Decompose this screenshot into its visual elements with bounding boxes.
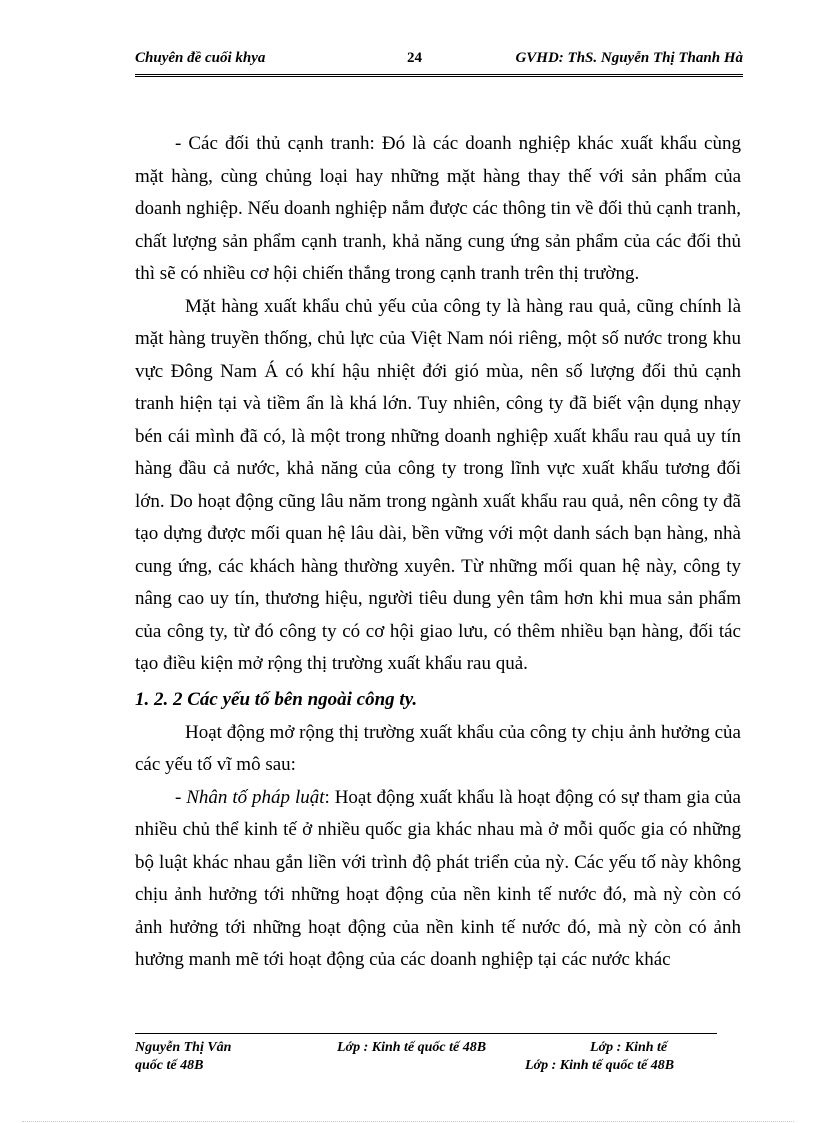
footer-class-2: Lớp : Kinh tế — [590, 1040, 668, 1055]
page-header — [135, 48, 743, 77]
footer-class-1: Lớp : Kinh tế quốc tế 48B — [337, 1040, 487, 1055]
footer-author: Nguyễn Thị Vân — [135, 1040, 232, 1055]
section-heading: 1. 2. 2 Các yếu tố bên ngoài công ty. — [135, 688, 418, 710]
footer-class-3: Lớp : Kinh tế quốc tế 48B — [525, 1058, 675, 1073]
header-title: Chuyên đề cuối khya — [135, 50, 266, 66]
paragraph-legal-factor — [135, 782, 741, 977]
paragraph-macro-factors: Hoạt động mở rộng thị trường xuất khẩu của công ty chịu ảnh hưởng của các yếu tố vĩ mô sau: — [135, 721, 741, 775]
footer-class-2-cont: quốc tế 48B — [135, 1058, 204, 1073]
legal-factor-label: - Nhân tố pháp luật — [175, 786, 325, 808]
legal-factor-text: : Hoạt động xuất khẩu là hoạt động có sự tham gia của nhiều chủ thể kinh tế ở nhiều quốc gia khác nhau mà ở mỗi quốc gia có những bộ luật khác nhau gắn liền với trình độ phát triển của nỳ. Các yếu tố này không chịu ảnh hưởng tới những hoạt động của nền kinh tế nước đó, mà nỳ còn có ảnh hưởng tới những hoạt động của nền kinh tế nước đó, mà nỳ còn có ảnh hưởng manh mẽ tới hoạt động của các doanh nghiệp tại các nước khác — [135, 786, 741, 970]
paragraph-products: Mặt hàng xuất khẩu chủ yếu của công ty là hàng rau quả, cũng chính là mặt hàng truyền thống, chủ lực của Việt Nam nói riêng, một số nước trong khu vực Đông Nam Á có khí hậu nhiệt đới gió mùa, nên số lượng đối thủ cạnh tranh hiện tại và tiềm ẩn là khá lớn. Tuy nhiên, công ty đã biết vận dụng nhạy bén cái mình đã có, là một trong những doanh nghiệp xuất khẩu rau quả uy tín hàng đầu cả nước, khả năng của công ty trong lĩnh vực xuất khẩu tương đối lớn. Do hoạt động cũng lâu năm trong ngành xuất khẩu rau quả, nên công ty đã tạo dựng được mối quan hệ lâu dài, bền vững với một danh sách bạn hàng, nhà cung ứng, các khách hàng thường xuyên. Từ những mối quan hệ này, công ty nâng cao uy tín, thương hiệu, người tiêu dung yên tâm hơn khi mua sản phẩm của công ty, từ đó công ty có cơ hội giao lưu, có thêm nhiều bạn hàng, đối tác tạo điều kiện mở rộng thị trường xuất khẩu rau quả. — [135, 295, 741, 674]
paragraph-competitors: - Các đối thủ cạnh tranh: Đó là các doanh nghiệp khác xuất khẩu cùng mặt hàng, cùng chủng loại hay những mặt hàng thay thế với sản phẩm của doanh nghiệp. Nếu doanh nghiệp nắm được các thông tin về đối thủ cạnh tranh, chất lượng sản phẩm cạnh tranh, khả năng cung ứng sản phẩm của các đối thủ thì sẽ có nhiều cơ hội chiến thắng trong cạnh tranh trên thị trường. — [135, 133, 741, 284]
page-footer — [135, 1033, 717, 1078]
page-number: 24 — [407, 50, 422, 66]
header-advisor: GVHD: ThS. Nguyễn Thị Thanh Hà — [515, 50, 743, 66]
document-body — [135, 128, 741, 977]
page-divider — [22, 1121, 794, 1122]
